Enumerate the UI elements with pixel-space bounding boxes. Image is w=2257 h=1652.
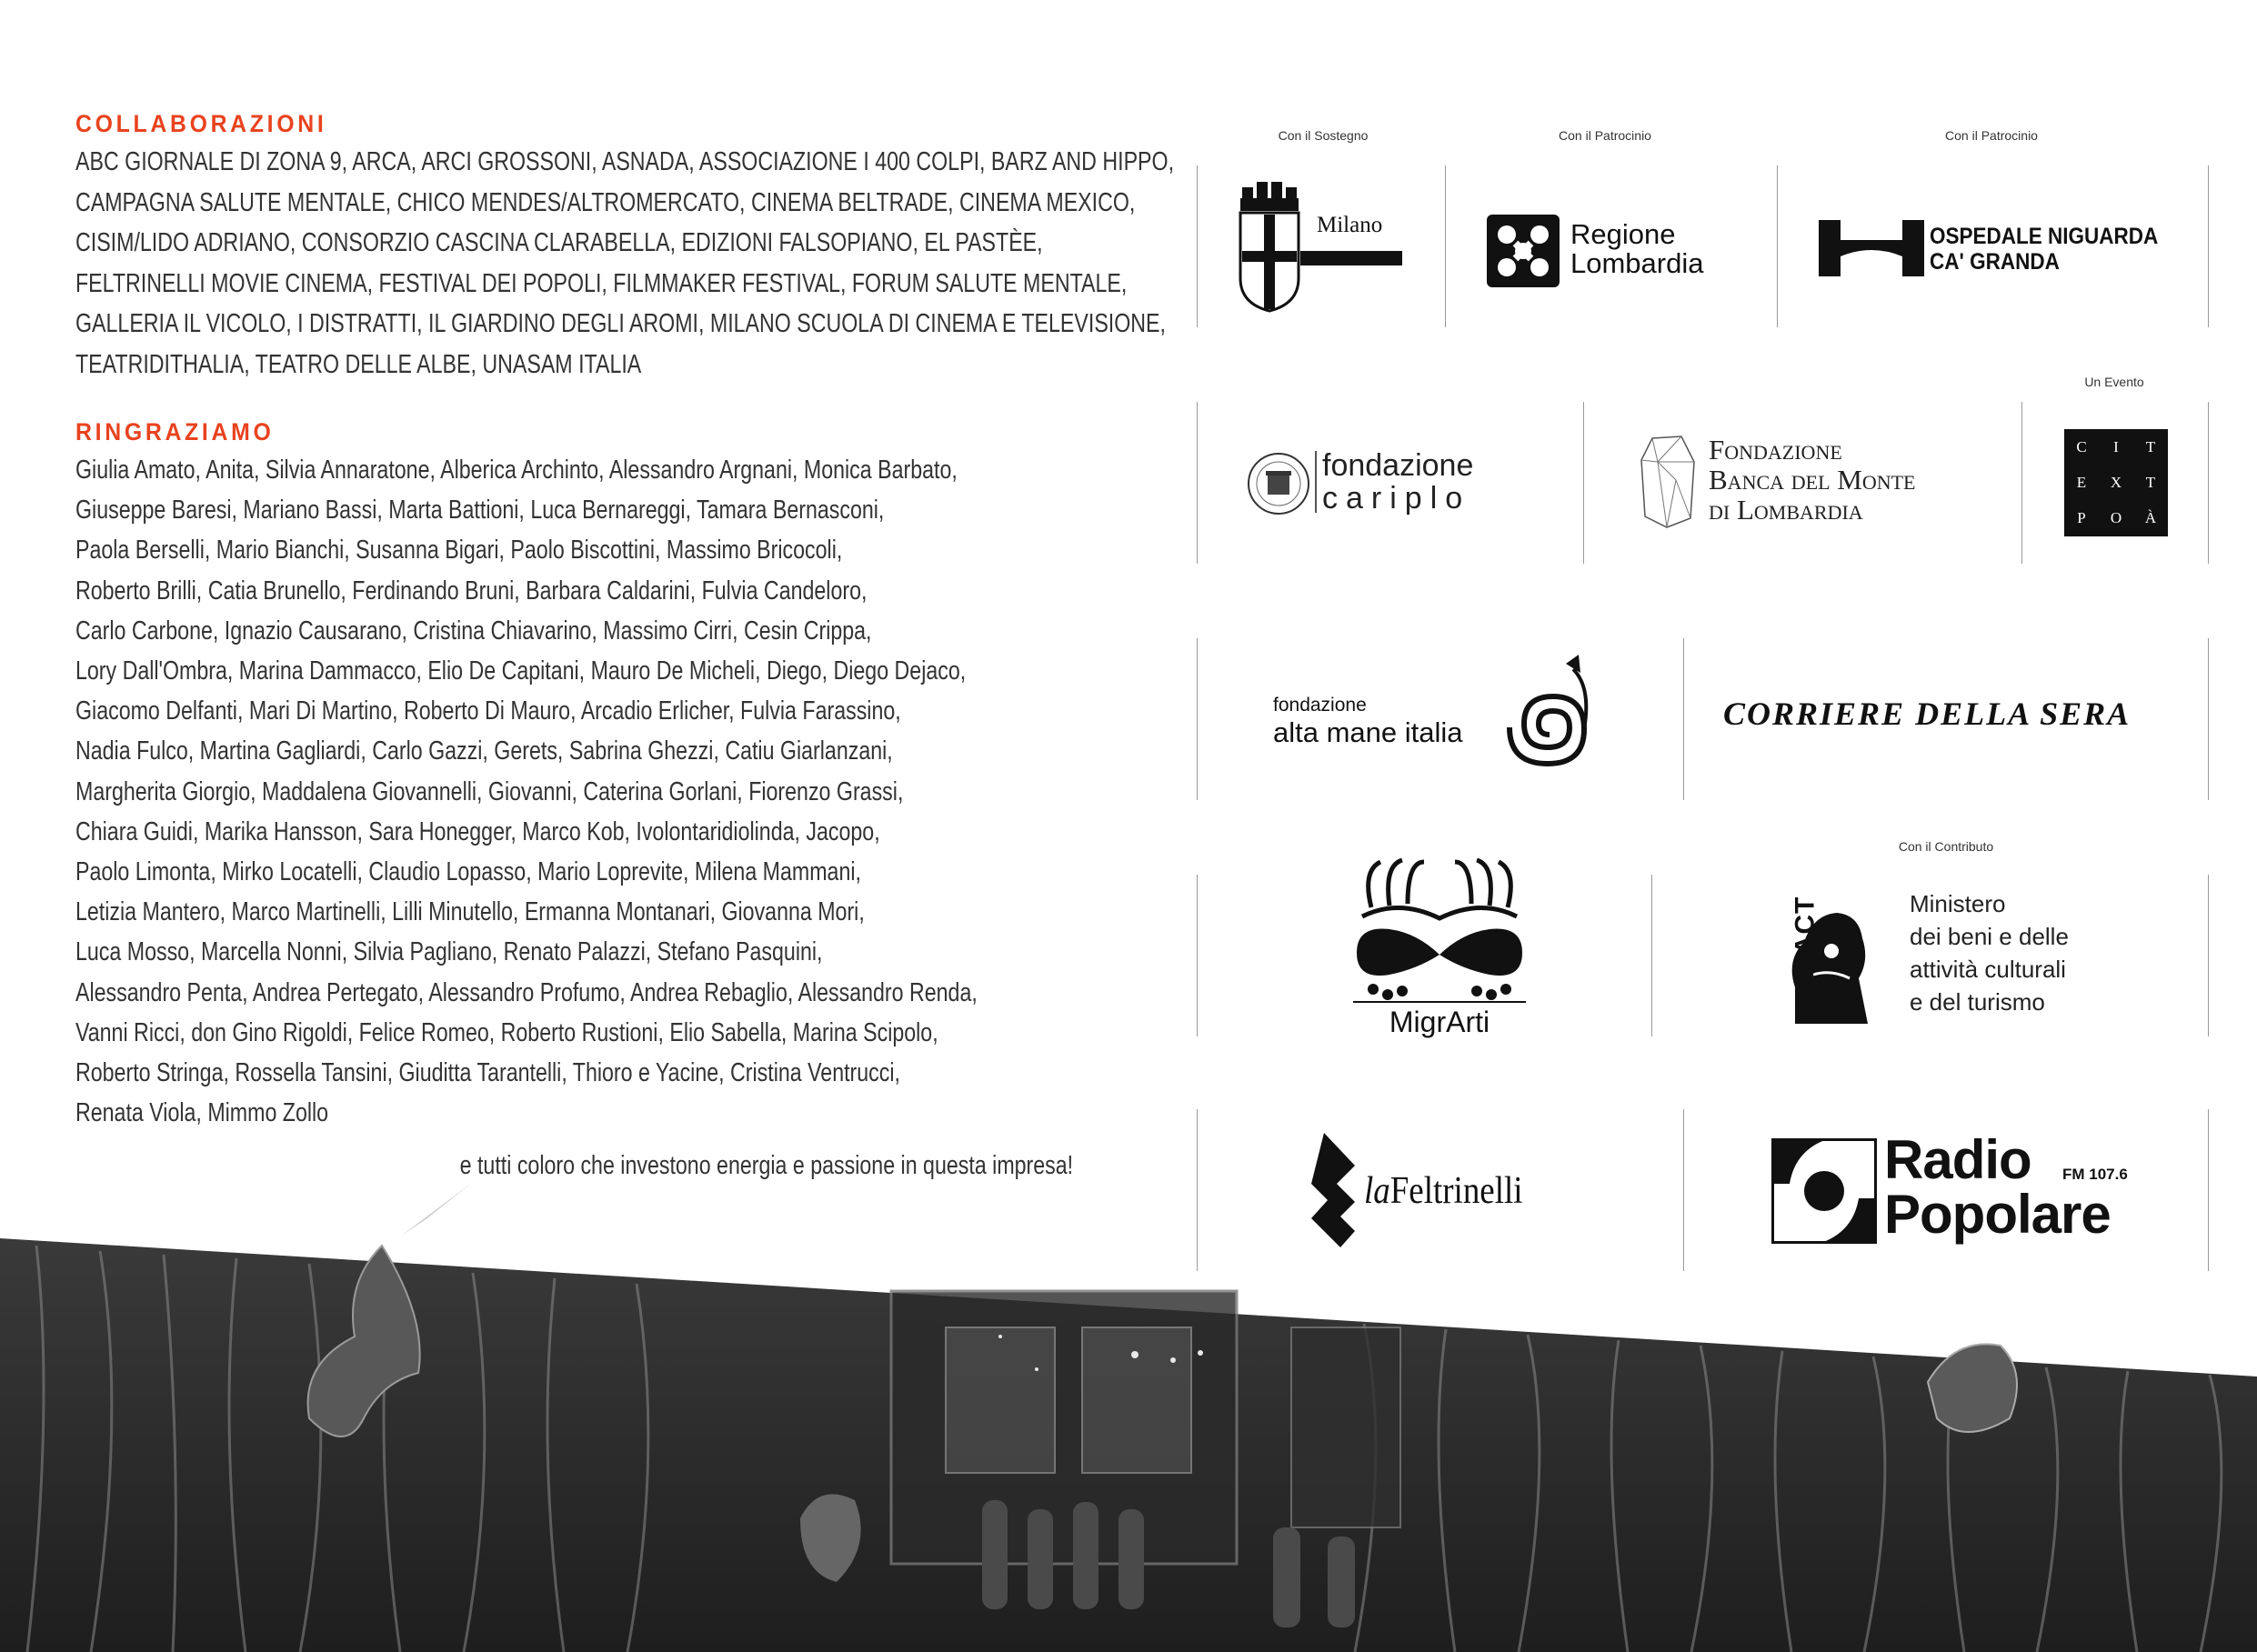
regione-label: Regione <box>1570 218 1676 250</box>
mibact-statue-icon <box>1768 887 1877 1024</box>
caption-patrocinio: Con il Patrocinio <box>1559 128 1651 143</box>
divider <box>1197 638 1198 800</box>
cariplo-label: cariplo <box>1322 481 1471 516</box>
collaborazioni-title: COLLABORAZIONI <box>75 110 327 137</box>
caption-patrocinio: Con il Patrocinio <box>1945 128 2038 143</box>
banca-lombardia-label: di Lombardia <box>1709 494 1863 526</box>
divider <box>2208 875 2209 1036</box>
thanks-line: Giulia Amato, Anita, Silvia Annaratone, Alberica Archinto, Alessandro Argnani, Monica Barbato, <box>75 456 958 485</box>
lombardia-label: Lombardia <box>1570 247 1704 279</box>
corriere-logo <box>1723 695 2132 740</box>
altamane-label: alta mane italia <box>1273 716 1463 748</box>
collab-line: ABC GIORNALE DI ZONA 9, ARCA, ARCI GROSSONI, ASNADA, ASSOCIAZIONE I 400 COLPI, BARZ AND HIPPO, <box>75 147 1175 176</box>
citexpo-letter: T <box>2145 437 2156 456</box>
thanks-line: Giuseppe Baresi, Mariano Bassi, Marta Battioni, Luca Bernareggi, Tamara Bernasconi, <box>75 496 885 526</box>
mibact-line: e del turismo <box>1910 988 2045 1016</box>
mibact-line: Ministero <box>1910 890 2006 917</box>
mibact-logo <box>1768 882 2095 1027</box>
radio-label: Radio <box>1884 1129 2031 1190</box>
collab-line: CISIM/LIDO ADRIANO, CONSORZIO CASCINA CLARABELLA, EDIZIONI FALSOPIANO, EL PASTÈE, <box>75 228 1043 257</box>
citexpo-letter: P <box>2077 509 2086 527</box>
citexpo-letter: O <box>2110 509 2122 527</box>
collab-line: GALLERIA IL VICOLO, I DISTRATTI, IL GIARDINO DEGLI AROMI, MILANO SCUOLA DI CINEMA E TELEVISIONE, <box>75 309 1166 338</box>
collaborazioni-list <box>75 142 1175 385</box>
divider <box>2021 402 2022 564</box>
feltrinelli-la: la <box>1364 1170 1390 1212</box>
citexpo-letter: C <box>2076 437 2087 456</box>
cariplo-seal-icon <box>1246 451 1311 516</box>
divider <box>1583 402 1584 564</box>
caption-contributo: Con il Contributo <box>1898 839 1994 854</box>
banca-del-monte-logo <box>1640 435 2003 535</box>
ringraziamo-title: RINGRAZIAMO <box>75 418 275 446</box>
radio-frequency: FM 107.6 <box>2062 1166 2128 1183</box>
collab-line: FELTRINELLI MOVIE CINEMA, FESTIVAL DEI POPOLI, FILMMAKER FESTIVAL, FORUM SALUTE MENTALE, <box>75 268 1128 298</box>
divider <box>1683 638 1684 800</box>
regione-lombardia-logo <box>1487 215 1750 287</box>
thanks-line: Paola Berselli, Mario Bianchi, Susanna Bigari, Paolo Biscottini, Massimo Bricocoli, <box>75 536 843 566</box>
citexpo-logo <box>2064 429 2168 536</box>
thanks-line: Chiara Guidi, Marika Hansson, Sara Honegger, Marco Kob, Ivolontaridiolinda, Jacopo, <box>75 816 880 846</box>
ospedale-label: OSPEDALE NIGUARDA <box>1930 224 2159 249</box>
caption-sostegno: Con il Sostegno <box>1278 128 1369 143</box>
milano-crest-icon <box>1237 178 1409 315</box>
credits-column <box>75 107 1175 1133</box>
thanks-line: Giacomo Delfanti, Mari Di Martino, Roberto Di Mauro, Arcadio Erlicher, Fulvia Farassino, <box>75 696 901 726</box>
thanks-line: Roberto Brilli, Catia Brunello, Ferdinando Bruni, Barbara Caldarini, Fulvia Candeloro, <box>75 576 868 606</box>
thanks-line: Renata Viola, Mimmo Zollo <box>75 1098 329 1128</box>
divider <box>1651 875 1652 1036</box>
ringraziamo-list <box>75 450 1087 1133</box>
thanks-line: Margherita Giorgio, Maddalena Giovannelli, Giovanni, Caterina Gorlani, Fiorenzo Grassi, <box>75 776 904 806</box>
corriere-label: CORRIERE DELLA SERA <box>1723 696 2132 732</box>
divider <box>1197 402 1198 564</box>
citexpo-letter: I <box>2113 437 2119 456</box>
divider <box>1445 165 1446 327</box>
altamane-fondazione-label: fondazione <box>1273 695 1367 716</box>
fondazione-cariplo-logo <box>1246 447 1528 520</box>
divider <box>1777 165 1778 327</box>
citexpo-letter: X <box>2110 473 2122 491</box>
forest-illustration <box>0 1182 2257 1652</box>
thanks-line: Lory Dall'Ombra, Marina Dammacco, Elio De Capitani, Mauro De Micheli, Diego, Diego Dejaco, <box>75 656 967 686</box>
milano-label: Milano <box>1317 213 1383 237</box>
thanks-line: Vanni Ricci, don Gino Rigoldi, Felice Romeo, Roberto Rustioni, Elio Sabella, Marina Scipolo, <box>75 1017 938 1047</box>
ospedale-niguarda-logo <box>1819 218 2182 282</box>
migrarti-hands-icon <box>1344 853 1535 1007</box>
feltrinelli-label: Feltrinelli <box>1389 1170 1523 1212</box>
spiral-icon <box>1491 651 1628 787</box>
thanks-line: Carlo Carbone, Ignazio Causarano, Cristina Chiavarino, Massimo Cirri, Cesin Crippa, <box>75 616 872 646</box>
thanks-line: Nadia Fulco, Martina Gagliardi, Carlo Gazzi, Gerets, Sabrina Ghezzi, Catiu Giarlanzani, <box>75 736 893 766</box>
caption-evento: Un Evento <box>2084 375 2144 389</box>
divider <box>2208 402 2209 564</box>
thanks-line: Paolo Limonta, Mirko Locatelli, Claudio Lopasso, Mario Loprevite, Milena Mammani, <box>75 857 861 887</box>
collab-line: CAMPAGNA SALUTE MENTALE, CHICO MENDES/ALTROMERCATO, CINEMA BELTRADE, CINEMA MEXICO, <box>75 187 1136 217</box>
thanks-line: Luca Mosso, Marcella Nonni, Silvia Pagliano, Renato Palazzi, Stefano Pasquini, <box>75 937 823 967</box>
crystal-icon <box>1640 435 1698 529</box>
divider <box>1197 875 1198 1036</box>
regione-lombardia-icon <box>1487 215 1560 287</box>
closing-line: e tutti coloro che investono energia e passione in questa impresa! <box>459 1151 1073 1180</box>
banca-monte-label: Banca del Monte <box>1709 464 1916 496</box>
banca-fondazione-label: Fondazione <box>1709 434 1842 466</box>
alta-mane-logo <box>1273 651 1628 787</box>
popolare-label: Popolare <box>1884 1184 2111 1245</box>
migrarti-label: MigrArti <box>1389 1006 1490 1038</box>
citexpo-letter: À <box>2144 509 2157 527</box>
thanks-line: Letizia Mantero, Marco Martinelli, Lilli Minutello, Ermanna Montanari, Giovanna Mori, <box>75 897 865 927</box>
mibact-line: dei beni e delle <box>1910 923 2069 950</box>
collab-line: TEATRIDITHALIA, TEATRO DELLE ALBE, UNASAM ITALIA <box>75 349 642 379</box>
divider <box>2208 638 2209 800</box>
migrarti-logo <box>1344 853 1535 1044</box>
cariplo-fondazione-label: fondazione <box>1322 448 1474 483</box>
niguarda-icon <box>1819 220 1924 276</box>
thanks-line: Roberto Stringa, Rossella Tansini, Giuditta Tarantelli, Thioro e Yacine, Cristina Ventrucci, <box>75 1058 900 1088</box>
cagranda-label: CA' GRANDA <box>1930 249 2060 275</box>
milano-logo <box>1237 178 1409 315</box>
thanks-line: Alessandro Penta, Andrea Pertegato, Alessandro Profumo, Andrea Rebaglio, Alessandro Renda, <box>75 977 978 1007</box>
citexpo-letter: T <box>2145 473 2156 491</box>
divider <box>2208 165 2209 327</box>
citexpo-letter: E <box>2076 473 2087 491</box>
mibact-line: attività culturali <box>1910 956 2066 983</box>
mibact-tag: MiBACT <box>1790 896 1821 1008</box>
divider <box>1197 165 1198 327</box>
